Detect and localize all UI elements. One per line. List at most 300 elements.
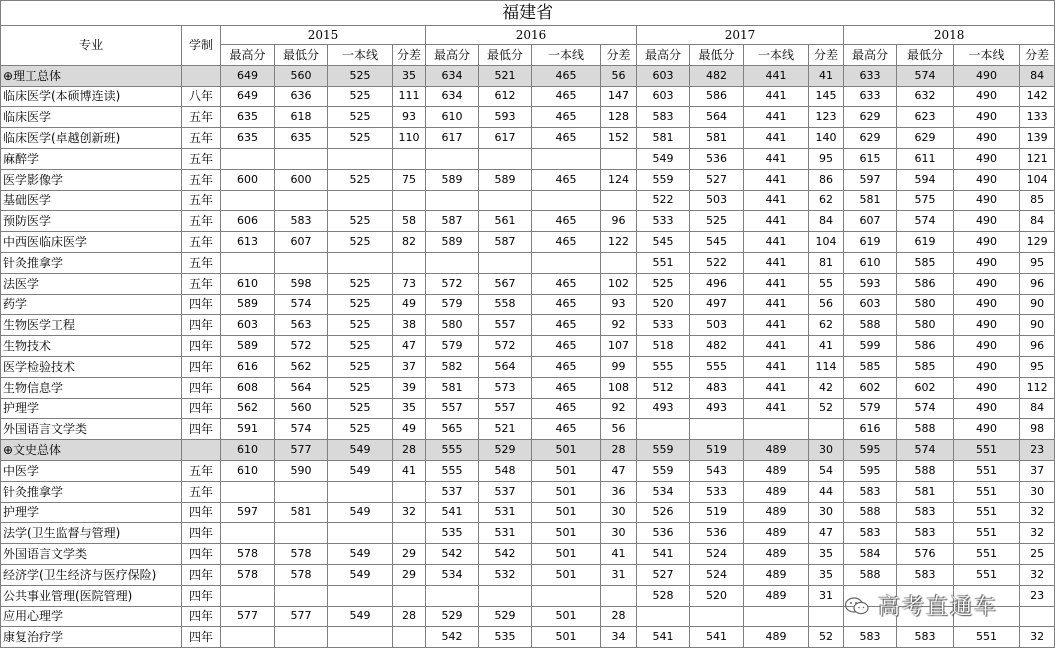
score-cell: 588 <box>897 460 954 481</box>
score-cell: 610 <box>221 440 275 461</box>
score-cell: 583 <box>844 627 897 648</box>
score-cell: 441 <box>744 336 809 357</box>
score-cell: 489 <box>744 502 809 523</box>
score-cell: 551 <box>954 460 1020 481</box>
duration-cell: 四年 <box>182 294 221 315</box>
score-cell: 90 <box>1020 315 1055 336</box>
score-cell: 589 <box>221 294 275 315</box>
score-cell: 600 <box>221 169 275 190</box>
score-cell: 583 <box>637 107 690 128</box>
watermark-text: 高考直通车 <box>878 595 999 620</box>
score-cell: 588 <box>844 564 897 585</box>
header-subcol: 分差 <box>809 45 844 66</box>
score-cell: 551 <box>954 564 1020 585</box>
table-row <box>1 232 1055 253</box>
score-cell: 489 <box>744 585 809 606</box>
score-cell: 606 <box>221 211 275 232</box>
duration-cell: 四年 <box>182 356 221 377</box>
score-cell: 525 <box>328 232 393 253</box>
score-cell: 525 <box>328 128 393 149</box>
score-cell <box>393 627 426 648</box>
score-cell: 598 <box>275 273 328 294</box>
score-cell <box>328 481 393 502</box>
major-cell: 医学检验技术 <box>1 356 182 377</box>
score-cell <box>328 190 393 211</box>
duration-cell: 五年 <box>182 211 221 232</box>
score-cell: 490 <box>954 315 1020 336</box>
score-cell: 122 <box>601 232 637 253</box>
score-cell: 559 <box>637 460 690 481</box>
score-cell: 586 <box>897 336 954 357</box>
score-cell: 529 <box>426 606 479 627</box>
major-cell: 法医学 <box>1 273 182 294</box>
score-cell: 490 <box>954 128 1020 149</box>
score-cell: 490 <box>954 356 1020 377</box>
score-cell: 581 <box>690 128 744 149</box>
score-cell: 441 <box>744 190 809 211</box>
score-cell: 534 <box>637 481 690 502</box>
score-cell <box>275 585 328 606</box>
score-cell: 129 <box>1020 232 1055 253</box>
score-cell: 597 <box>844 169 897 190</box>
header-subcol: 一本线 <box>532 45 601 66</box>
score-cell: 111 <box>393 86 426 107</box>
table-row <box>1 544 1055 565</box>
score-cell: 93 <box>601 294 637 315</box>
score-cell: 35 <box>809 564 844 585</box>
score-cell: 490 <box>954 419 1020 440</box>
score-cell: 617 <box>479 128 532 149</box>
score-cell: 490 <box>954 190 1020 211</box>
score-cell: 527 <box>637 564 690 585</box>
score-cell: 47 <box>601 460 637 481</box>
score-cell: 441 <box>744 273 809 294</box>
score-cell: 649 <box>221 86 275 107</box>
score-cell: 593 <box>844 273 897 294</box>
score-cell: 555 <box>690 356 744 377</box>
score-cell: 576 <box>897 544 954 565</box>
score-cell <box>221 627 275 648</box>
score-cell: 110 <box>393 128 426 149</box>
score-cell: 501 <box>532 606 601 627</box>
score-cell: 42 <box>809 377 844 398</box>
score-cell: 140 <box>809 128 844 149</box>
score-cell: 535 <box>479 627 532 648</box>
table-row <box>1 627 1055 648</box>
score-cell: 49 <box>393 419 426 440</box>
table-row <box>1 273 1055 294</box>
table-row <box>1 356 1055 377</box>
header-subcol: 一本线 <box>328 45 393 66</box>
major-cell: 康复治疗学 <box>1 627 182 648</box>
score-cell: 503 <box>690 190 744 211</box>
duration-cell <box>182 440 221 461</box>
score-cell <box>690 419 744 440</box>
score-cell: 551 <box>954 544 1020 565</box>
score-cell: 525 <box>328 65 393 86</box>
table-row <box>1 315 1055 336</box>
table-row <box>1 398 1055 419</box>
score-cell: 86 <box>809 169 844 190</box>
score-cell <box>532 585 601 606</box>
duration-cell: 四年 <box>182 585 221 606</box>
major-cell: 医学影像学 <box>1 169 182 190</box>
score-cell: 525 <box>328 107 393 128</box>
score-cell <box>637 606 690 627</box>
score-cell: 56 <box>809 294 844 315</box>
score-cell: 595 <box>844 440 897 461</box>
score-cell <box>532 190 601 211</box>
score-cell: 441 <box>744 169 809 190</box>
duration-cell: 五年 <box>182 107 221 128</box>
score-cell: 525 <box>637 273 690 294</box>
score-cell: 578 <box>221 544 275 565</box>
score-cell: 441 <box>744 398 809 419</box>
score-cell: 30 <box>601 523 637 544</box>
score-cell: 634 <box>426 65 479 86</box>
score-cell: 559 <box>637 169 690 190</box>
score-cell: 612 <box>479 86 532 107</box>
score-cell: 84 <box>809 211 844 232</box>
score-cell: 465 <box>532 128 601 149</box>
score-cell: 96 <box>601 211 637 232</box>
score-cell: 84 <box>1020 65 1055 86</box>
score-cell: 525 <box>328 315 393 336</box>
score-cell: 483 <box>690 377 744 398</box>
score-cell <box>809 606 844 627</box>
score-cell: 524 <box>690 544 744 565</box>
header-subcol: 最高分 <box>844 45 897 66</box>
score-cell <box>479 585 532 606</box>
score-cell: 578 <box>275 564 328 585</box>
header-subcol: 最高分 <box>426 45 479 66</box>
score-cell <box>393 585 426 606</box>
score-cell: 607 <box>275 232 328 253</box>
header-subcol: 最低分 <box>690 45 744 66</box>
score-cell: 465 <box>532 65 601 86</box>
score-cell: 573 <box>479 377 532 398</box>
score-cell: 32 <box>393 502 426 523</box>
major-cell: 外国语言文学类 <box>1 544 182 565</box>
score-cell: 525 <box>328 169 393 190</box>
score-cell: 465 <box>532 398 601 419</box>
major-cell: 生物信息学 <box>1 377 182 398</box>
score-cell: 31 <box>809 585 844 606</box>
score-cell: 84 <box>1020 211 1055 232</box>
score-cell: 564 <box>479 356 532 377</box>
score-cell: 588 <box>844 502 897 523</box>
score-cell: 519 <box>690 440 744 461</box>
score-cell: 563 <box>275 315 328 336</box>
score-cell <box>393 481 426 502</box>
score-cell <box>479 190 532 211</box>
score-cell: 558 <box>479 294 532 315</box>
score-cell: 32 <box>1020 523 1055 544</box>
score-cell: 549 <box>328 564 393 585</box>
table-row <box>1 564 1055 585</box>
major-cell: 针灸推拿学 <box>1 252 182 273</box>
score-cell: 44 <box>809 481 844 502</box>
score-cell: 465 <box>532 419 601 440</box>
score-cell: 534 <box>426 564 479 585</box>
score-cell: 465 <box>532 169 601 190</box>
score-cell: 23 <box>1020 440 1055 461</box>
score-cell: 114 <box>809 356 844 377</box>
score-cell: 545 <box>690 232 744 253</box>
score-cell <box>221 148 275 169</box>
score-cell: 28 <box>601 606 637 627</box>
score-cell <box>426 252 479 273</box>
score-cell: 591 <box>221 419 275 440</box>
score-cell: 518 <box>637 336 690 357</box>
score-cell: 54 <box>809 460 844 481</box>
duration-cell: 五年 <box>182 232 221 253</box>
score-cell: 29 <box>393 544 426 565</box>
major-cell: 临床医学(本硕博连读) <box>1 86 182 107</box>
score-cell: 82 <box>393 232 426 253</box>
score-cell <box>601 585 637 606</box>
score-cell <box>328 252 393 273</box>
score-cell: 583 <box>844 481 897 502</box>
score-cell: 580 <box>897 294 954 315</box>
group-row <box>1 440 1055 461</box>
score-cell <box>393 523 426 544</box>
score-cell: 52 <box>809 398 844 419</box>
score-cell: 617 <box>426 128 479 149</box>
score-cell: 537 <box>479 481 532 502</box>
score-cell: 589 <box>479 169 532 190</box>
score-cell: 551 <box>954 481 1020 502</box>
score-cell: 549 <box>328 460 393 481</box>
score-cell: 529 <box>479 606 532 627</box>
score-cell: 441 <box>744 356 809 377</box>
score-cell: 441 <box>744 211 809 232</box>
score-cell <box>221 252 275 273</box>
major-cell: 药学 <box>1 294 182 315</box>
score-cell: 572 <box>275 336 328 357</box>
score-cell: 582 <box>426 356 479 377</box>
score-cell: 501 <box>532 627 601 648</box>
score-cell: 562 <box>275 356 328 377</box>
score-cell: 619 <box>844 232 897 253</box>
score-cell: 490 <box>954 86 1020 107</box>
score-cell: 121 <box>1020 148 1055 169</box>
score-cell: 35 <box>393 65 426 86</box>
score-cell: 520 <box>690 585 744 606</box>
score-cell: 519 <box>690 502 744 523</box>
table-row <box>1 148 1055 169</box>
score-cell: 583 <box>275 211 328 232</box>
duration-cell: 五年 <box>182 252 221 273</box>
score-cell: 99 <box>601 356 637 377</box>
score-cell: 588 <box>897 419 954 440</box>
score-cell: 441 <box>744 86 809 107</box>
major-cell: 应用心理学 <box>1 606 182 627</box>
score-cell: 603 <box>221 315 275 336</box>
score-cell: 557 <box>426 398 479 419</box>
score-cell: 608 <box>221 377 275 398</box>
major-cell: 护理学 <box>1 398 182 419</box>
score-cell: 28 <box>393 440 426 461</box>
score-cell: 29 <box>393 564 426 585</box>
table-row <box>1 419 1055 440</box>
score-cell <box>275 148 328 169</box>
score-cell: 583 <box>844 523 897 544</box>
score-cell: 584 <box>844 544 897 565</box>
score-cell: 541 <box>637 627 690 648</box>
score-cell: 527 <box>690 169 744 190</box>
duration-cell: 四年 <box>182 377 221 398</box>
score-cell: 152 <box>601 128 637 149</box>
duration-cell: 四年 <box>182 336 221 357</box>
score-cell: 581 <box>426 377 479 398</box>
score-cell: 551 <box>954 502 1020 523</box>
score-cell: 95 <box>1020 356 1055 377</box>
table-row <box>1 481 1055 502</box>
score-cell: 490 <box>954 211 1020 232</box>
header-subcol: 分差 <box>393 45 426 66</box>
header-major: 专业 <box>1 26 182 66</box>
score-cell: 28 <box>601 440 637 461</box>
score-cell: 629 <box>897 128 954 149</box>
score-cell: 557 <box>479 315 532 336</box>
score-cell: 524 <box>690 564 744 585</box>
score-cell: 501 <box>532 502 601 523</box>
score-cell: 549 <box>328 502 393 523</box>
major-cell: 法学(卫生监督与管理) <box>1 523 182 544</box>
score-cell: 56 <box>601 65 637 86</box>
major-cell: 麻醉学 <box>1 148 182 169</box>
score-cell: 36 <box>601 481 637 502</box>
score-cell: 522 <box>637 190 690 211</box>
score-cell: 521 <box>479 65 532 86</box>
score-cell: 490 <box>954 294 1020 315</box>
score-cell: 501 <box>532 481 601 502</box>
score-cell: 104 <box>809 232 844 253</box>
score-cell: 531 <box>479 502 532 523</box>
score-cell: 465 <box>532 273 601 294</box>
score-cell: 636 <box>275 86 328 107</box>
score-cell: 112 <box>1020 377 1055 398</box>
score-cell: 441 <box>744 315 809 336</box>
score-cell: 561 <box>479 211 532 232</box>
score-cell: 581 <box>844 190 897 211</box>
score-cell: 574 <box>897 65 954 86</box>
score-cell: 128 <box>601 107 637 128</box>
score-cell: 610 <box>426 107 479 128</box>
score-cell: 98 <box>1020 419 1055 440</box>
score-cell: 490 <box>954 252 1020 273</box>
score-cell: 525 <box>328 336 393 357</box>
score-cell: 629 <box>844 107 897 128</box>
major-cell: ⊕理工总体 <box>1 65 182 86</box>
score-cell: 603 <box>637 65 690 86</box>
score-cell <box>426 585 479 606</box>
score-cell: 37 <box>1020 460 1055 481</box>
score-cell <box>744 606 809 627</box>
score-cell: 490 <box>954 148 1020 169</box>
table-row <box>1 86 1055 107</box>
score-cell: 633 <box>844 65 897 86</box>
score-cell: 23 <box>1020 585 1055 606</box>
score-cell: 564 <box>275 377 328 398</box>
score-cell: 489 <box>744 523 809 544</box>
score-cell: 501 <box>532 440 601 461</box>
score-cell: 30 <box>601 502 637 523</box>
score-cell: 536 <box>690 523 744 544</box>
score-cell: 145 <box>809 86 844 107</box>
score-cell <box>637 419 690 440</box>
score-cell: 92 <box>601 398 637 419</box>
score-cell: 84 <box>1020 398 1055 419</box>
score-cell <box>601 190 637 211</box>
score-cell: 73 <box>393 273 426 294</box>
score-cell: 590 <box>275 460 328 481</box>
score-cell: 611 <box>897 148 954 169</box>
score-cell: 615 <box>844 148 897 169</box>
score-cell: 577 <box>275 440 328 461</box>
score-cell <box>328 627 393 648</box>
score-cell: 581 <box>637 128 690 149</box>
score-cell: 581 <box>897 481 954 502</box>
score-cell <box>275 627 328 648</box>
score-cell: 616 <box>844 419 897 440</box>
score-cell: 441 <box>744 377 809 398</box>
major-cell: 中西医临床医学 <box>1 232 182 253</box>
score-cell: 497 <box>690 294 744 315</box>
score-cell: 557 <box>479 398 532 419</box>
major-cell: 针灸推拿学 <box>1 481 182 502</box>
score-cell: 441 <box>744 107 809 128</box>
score-cell: 574 <box>897 440 954 461</box>
score-cell: 579 <box>426 294 479 315</box>
score-cell: 586 <box>897 273 954 294</box>
score-cell: 560 <box>275 398 328 419</box>
score-cell: 147 <box>601 86 637 107</box>
table-row <box>1 128 1055 149</box>
score-cell: 490 <box>954 169 1020 190</box>
score-cell: 619 <box>897 232 954 253</box>
table-row <box>1 377 1055 398</box>
score-cell: 634 <box>426 86 479 107</box>
score-cell: 93 <box>393 107 426 128</box>
score-cell: 104 <box>1020 169 1055 190</box>
major-cell: 预防医学 <box>1 211 182 232</box>
table-row <box>1 336 1055 357</box>
score-cell <box>221 585 275 606</box>
score-cell: 34 <box>601 627 637 648</box>
score-cell: 577 <box>275 606 328 627</box>
score-cell: 635 <box>221 128 275 149</box>
header-subcol: 最低分 <box>897 45 954 66</box>
score-cell: 537 <box>426 481 479 502</box>
score-cell: 81 <box>809 252 844 273</box>
score-cell: 541 <box>690 627 744 648</box>
score-cell: 586 <box>690 86 744 107</box>
score-cell: 583 <box>897 502 954 523</box>
table-row <box>1 107 1055 128</box>
score-cell: 30 <box>809 440 844 461</box>
score-cell: 574 <box>275 294 328 315</box>
score-cell: 525 <box>328 273 393 294</box>
score-cell <box>479 252 532 273</box>
header-subcol: 分差 <box>1020 45 1055 66</box>
score-cell <box>328 523 393 544</box>
score-cell: 441 <box>744 252 809 273</box>
score-cell <box>393 190 426 211</box>
duration-cell: 四年 <box>182 419 221 440</box>
score-cell: 545 <box>637 232 690 253</box>
